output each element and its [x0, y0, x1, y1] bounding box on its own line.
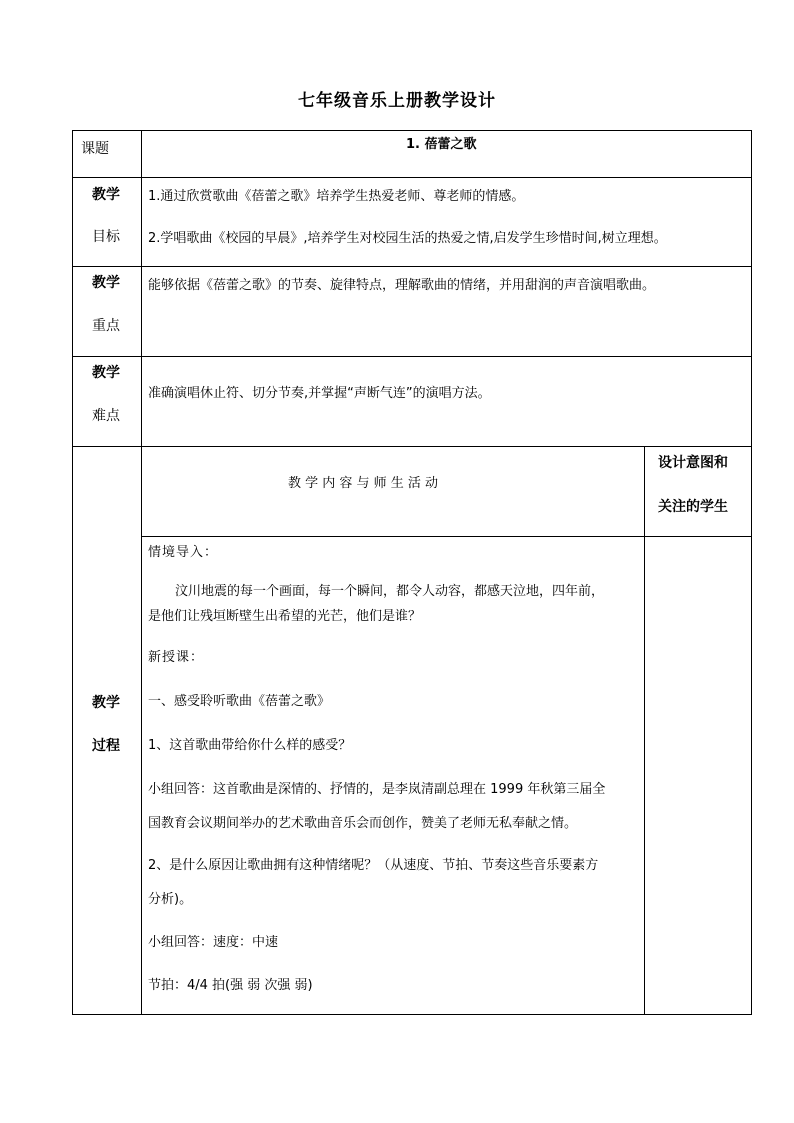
- topic-value: 1. 蓓蕾之歌: [406, 137, 477, 152]
- row-divider: [73, 356, 751, 357]
- process-label-2: 过程: [92, 738, 120, 754]
- difficulties-text: 准确演唱休止符、切分节奏,并掌握“声断气连”的演唱方法。: [148, 386, 491, 401]
- section-heading: 一、感受聆听歌曲《蓓蕾之歌》: [148, 694, 331, 709]
- page-title: 七年级音乐上册教学设计: [298, 91, 496, 111]
- process-label-1: 教学: [92, 695, 120, 711]
- difficulties-label-2: 难点: [92, 408, 120, 424]
- intro-paragraph-line-2: 是他们让残垣断壁生出希望的光芒，他们是谁？: [148, 609, 422, 624]
- key-points-label-2: 重点: [92, 318, 120, 334]
- content-header: 教 学 内 容 与 师 生 活 动: [288, 476, 439, 491]
- intro-title: 情境导入：: [148, 545, 219, 560]
- row-divider: [73, 446, 751, 447]
- lesson-plan-table: [72, 130, 752, 1015]
- row-divider: [73, 177, 751, 178]
- difficulties-label-1: 教学: [92, 365, 120, 381]
- key-points-text: 能够依据《蓓蕾之歌》的节奏、旋律特点，理解歌曲的情绪，并用甜润的声音演唱歌曲。: [148, 278, 656, 293]
- topic-label: 课题: [81, 141, 109, 157]
- question-1: 1、这首歌曲带给你什么样的感受？: [148, 738, 352, 753]
- goals-label-2: 目标: [92, 229, 120, 245]
- intent-header-line-2: 关注的学生: [658, 499, 728, 515]
- key-points-label-1: 教学: [92, 275, 120, 291]
- goals-line-1: 1.通过欣赏歌曲《蓓蕾之歌》培养学生热爱老师、尊老师的情感。: [148, 189, 525, 204]
- column-divider: [644, 446, 645, 1014]
- intent-header-line-1: 设计意图和: [658, 455, 728, 471]
- goals-label-1: 教学: [92, 187, 120, 203]
- row-divider: [141, 536, 751, 537]
- answer-1-line-1: 小组回答：这首歌曲是深情的、抒情的，是李岚清副总理在 1999 年秋第三届全: [148, 782, 606, 797]
- answer-2-speed: 小组回答：速度：中速: [148, 935, 279, 950]
- column-divider: [141, 131, 142, 1014]
- question-2-line-2: 分析)。: [148, 892, 193, 907]
- new-lesson-heading: 新授课：: [148, 650, 205, 665]
- goals-line-2: 2.学唱歌曲《校园的早晨》,培养学生对校园生活的热爱之情,启发学生珍惜时间,树立理想。: [148, 231, 667, 246]
- question-2-line-1: 2、是什么原因让歌曲拥有这种情绪呢？（从速度、节拍、节奏这些音乐要素方: [148, 858, 599, 873]
- answer-2-meter: 节拍：4/4 拍(强 弱 次强 弱): [148, 978, 313, 993]
- row-divider: [73, 266, 751, 267]
- answer-1-line-2: 国教育会议期间举办的艺术歌曲音乐会而创作，赞美了老师无私奉献之情。: [148, 816, 578, 831]
- intro-paragraph-line-1: 汶川地震的每一个画面，每一个瞬间，都令人动容，都感天泣地，四年前，: [175, 584, 605, 599]
